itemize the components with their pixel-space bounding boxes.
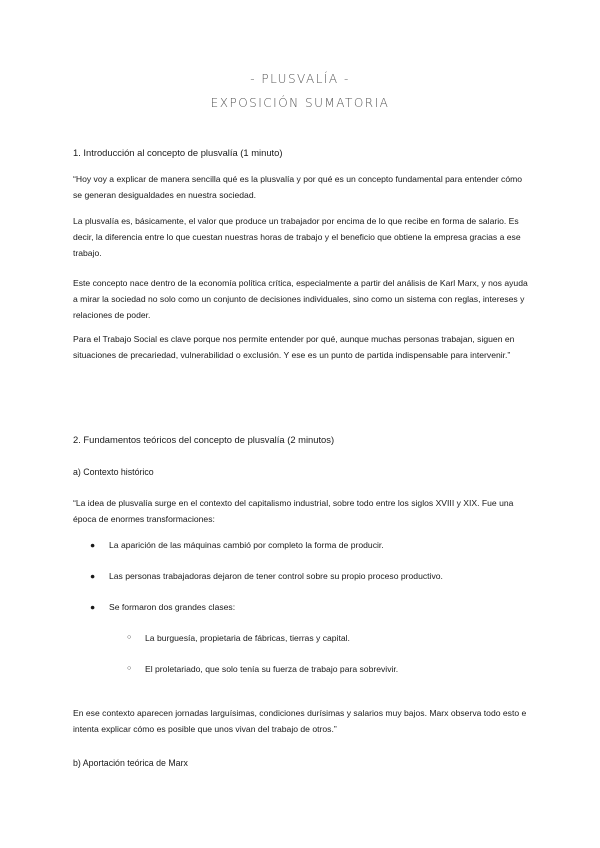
section-2-heading: 2. Fundamentos teóricos del concepto de plusvalía (2 minutos) (73, 434, 335, 445)
paragraph: Este concepto nace dentro de la economía política crítica, especialmente a partir del análisis de Karl Marx, y nos ayuda a mirar la sociedad no solo como un conjunto de decisiones individuales, sino como un sistema con reglas, intereses y relaciones de poder. (73, 278, 528, 320)
list-item-text: Las personas trabajadoras dejaron de tener control sobre su propio proceso productivo. (109, 571, 443, 581)
subsection-heading-a: a) Contexto histórico (73, 467, 154, 477)
bullet-icon: ● (90, 540, 96, 550)
paragraph: “Hoy voy a explicar de manera sencilla qué es la plusvalía y por qué es un concepto fundamental para entender cómo se generan desigualdades en nuestra sociedad. (73, 174, 523, 200)
hollow-bullet-icon: ○ (127, 665, 132, 672)
document-subtitle: EXPOSICIÓN SUMATORIA (210, 96, 390, 110)
list-item-text: El proletariado, que solo tenía su fuerza de trabajo para sobrevivir. (145, 664, 399, 674)
paragraph: “La idea de plusvalía surge en el contexto del capitalismo industrial, sobre todo entre los siglos XVIII y XIX. Fue una época de enormes transformaciones: (73, 498, 514, 524)
paragraph: En ese contexto aparecen jornadas larguísimas, condiciones durísimas y salarios muy bajos. Marx observa todo esto e intenta explicar cómo es posible que unos vivan del trabajo de otros.” (73, 708, 527, 734)
list-item-text: La aparición de las máquinas cambió por completo la forma de producir. (109, 540, 384, 550)
bullet-icon: ● (90, 602, 96, 612)
list-item-text: La burguesía, propietaria de fábricas, tierras y capital. (145, 633, 350, 643)
paragraph: La plusvalía es, básicamente, el valor que produce un trabajador por encima de lo que recibe en forma de salario. Es decir, la diferencia entre lo que cuestan nuestras horas de trabajo y el beneficio que obtiene la empresa gracias a ese trabajo. (73, 216, 521, 258)
list-item-text: Se formaron dos grandes clases: (109, 602, 236, 612)
paragraph: Para el Trabajo Social es clave porque nos permite entender por qué, aunque muchas personas trabajan, siguen en situaciones de precariedad, vulnerabilidad o exclusión. Y ese es un punto de partida indispensable para intervenir.” (73, 334, 515, 360)
hollow-bullet-icon: ○ (127, 634, 132, 641)
document-title: - PLUSVALÍA - (250, 72, 350, 86)
subsection-heading-b: b) Aportación teórica de Marx (73, 758, 188, 768)
section-1-heading: 1. Introducción al concepto de plusvalía (1 minuto) (73, 147, 283, 158)
bullet-icon: ● (90, 571, 96, 581)
